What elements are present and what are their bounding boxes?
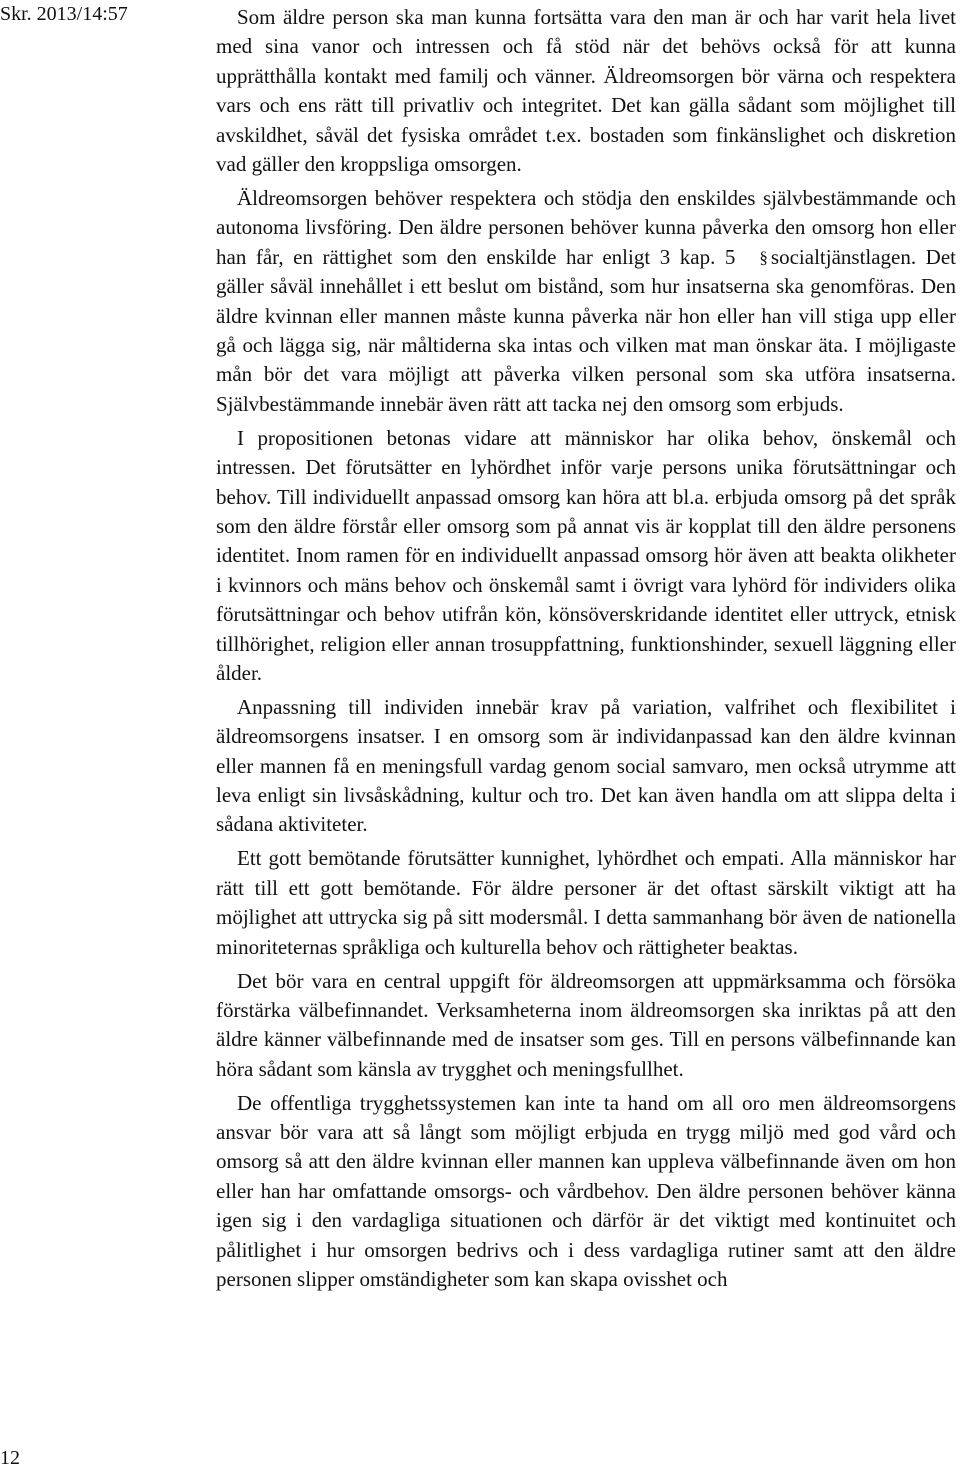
document-reference: Skr. 2013/14:57 [0, 3, 128, 25]
section-sign: § [759, 247, 768, 267]
body-text [216, 3, 956, 1299]
paragraph-individual-needs: I propositionen betonas vidare att människor har olika behov, önskemål och intressen. Det förutsätter en lyhördhet inför varje persons unika förutsättningar och behov. Till individuellt anpassad omsorg kan höra att bl.a. erbjuda omsorg på det språk som den äldre förstår eller omsorg som på annat vis är kopplat till den äldre personens identitet. Inom ramen för en individuellt anpassad omsorg hör även att beakta olikheter i kvinnors och mäns behov och önskemål samt i övrigt vara lyhörd för individers olika förutsättningar och behov utifrån kön, könsöverskridande identitet eller uttryck, etnisk tillhörighet, religion eller annan trosuppfattning, funktionshinder, sexuell läggning eller ålder. [216, 425, 956, 685]
paragraph-security: De offentliga trygghetssystemen kan inte ta hand om all oro men äldreomsorgens ansvar bör vara att så långt som möjligt erbjuda en trygg miljö med god vård och omsorg så att den äldre kvinnan eller mannen kan uppleva välbefinnande även om hon eller han har omfattande omsorgs- och vårdbehov. Den äldre personen behöver känna igen sig i den vardagliga situationen och därför är det viktigt med kontinuitet och pålitlighet i hur omsorgen bedrivs och i dess vardagliga rutiner samt att den äldre personen slipper omständigheter som kan skapa ovisshet och [216, 1090, 956, 1292]
paragraph-wellbeing: Det bör vara en central uppgift för äldreomsorgen att uppmärksamma och försöka förstärka välbefinnandet. Verksamheterna inom äldreomsorgen ska inriktas på att den äldre känner välbefinnande med de insatser som ges. Till en persons välbefinnande kan höra sådant som känsla av trygghet och meningsfullhet. [216, 968, 956, 1081]
paragraph-self-determination [216, 184, 956, 419]
paragraph-text-part: Äldreomsorgen behöver respektera och stödja den enskildes självbestämmande och autonoma livsföring. Den äldre personen behöver kunna påverka den omsorg hon eller han får, en rättighet som den enskilde har enligt 3 kap. 5 [216, 185, 956, 269]
page-number: 12 [0, 1447, 20, 1469]
paragraph-treatment: Ett gott bemötande förutsätter kunnighet, lyhördhet och empati. Alla människor har rätt till ett gott bemötande. För äldre personer är det oftast särskilt viktigt att ha möjlighet att uttrycka sig på sitt modersmål. I detta sammanhang bör även de nationella minoriteternas språkliga och kulturella behov och rättigheter beaktas. [216, 846, 956, 959]
paragraph-privacy: Som äldre person ska man kunna fortsätta vara den man är och har varit hela livet med sina vanor och intressen och få stöd när det behövs också för att kunna upprätthålla kontakt med familj och vänner. Äldreomsorgen bör värna och respektera vars och ens rätt till privatliv och integritet. Det kan gälla sådant som möjlighet till avskildhet, såväl det fysiska området t.ex. bostaden som finkänslighet och diskretion vad gäller den kroppsliga omsorgen. [216, 5, 956, 177]
paragraph-adaptation: Anpassning till individen innebär krav på variation, valfrihet och flexibilitet i äldreomsorgens insatser. I en omsorg som är individanpassad kan den äldre kvinnan eller mannen få en meningsfull vardag genom social samvaro, men också utrymme att leva enligt sin livsåskådning, kultur och tro. Det kan även handla om att slippa delta i sådana aktiviteter. [216, 694, 956, 837]
paragraph-text-part: socialtjänstlagen. Det gäller såväl innehållet i ett beslut om bistånd, som hur insatserna ska genomföras. Den äldre kvinnan eller mannen måste kunna påverka när hon eller han vill stiga upp eller gå och lägga sig, när måltiderna ska intas och vilken mat man önskar äta. I möjligaste mån bör det vara möjligt att påverka vilken personal som ska utföra insatserna. Självbestämmande innebär även rätt att tacka nej den omsorg som erbjuds. [216, 244, 956, 416]
